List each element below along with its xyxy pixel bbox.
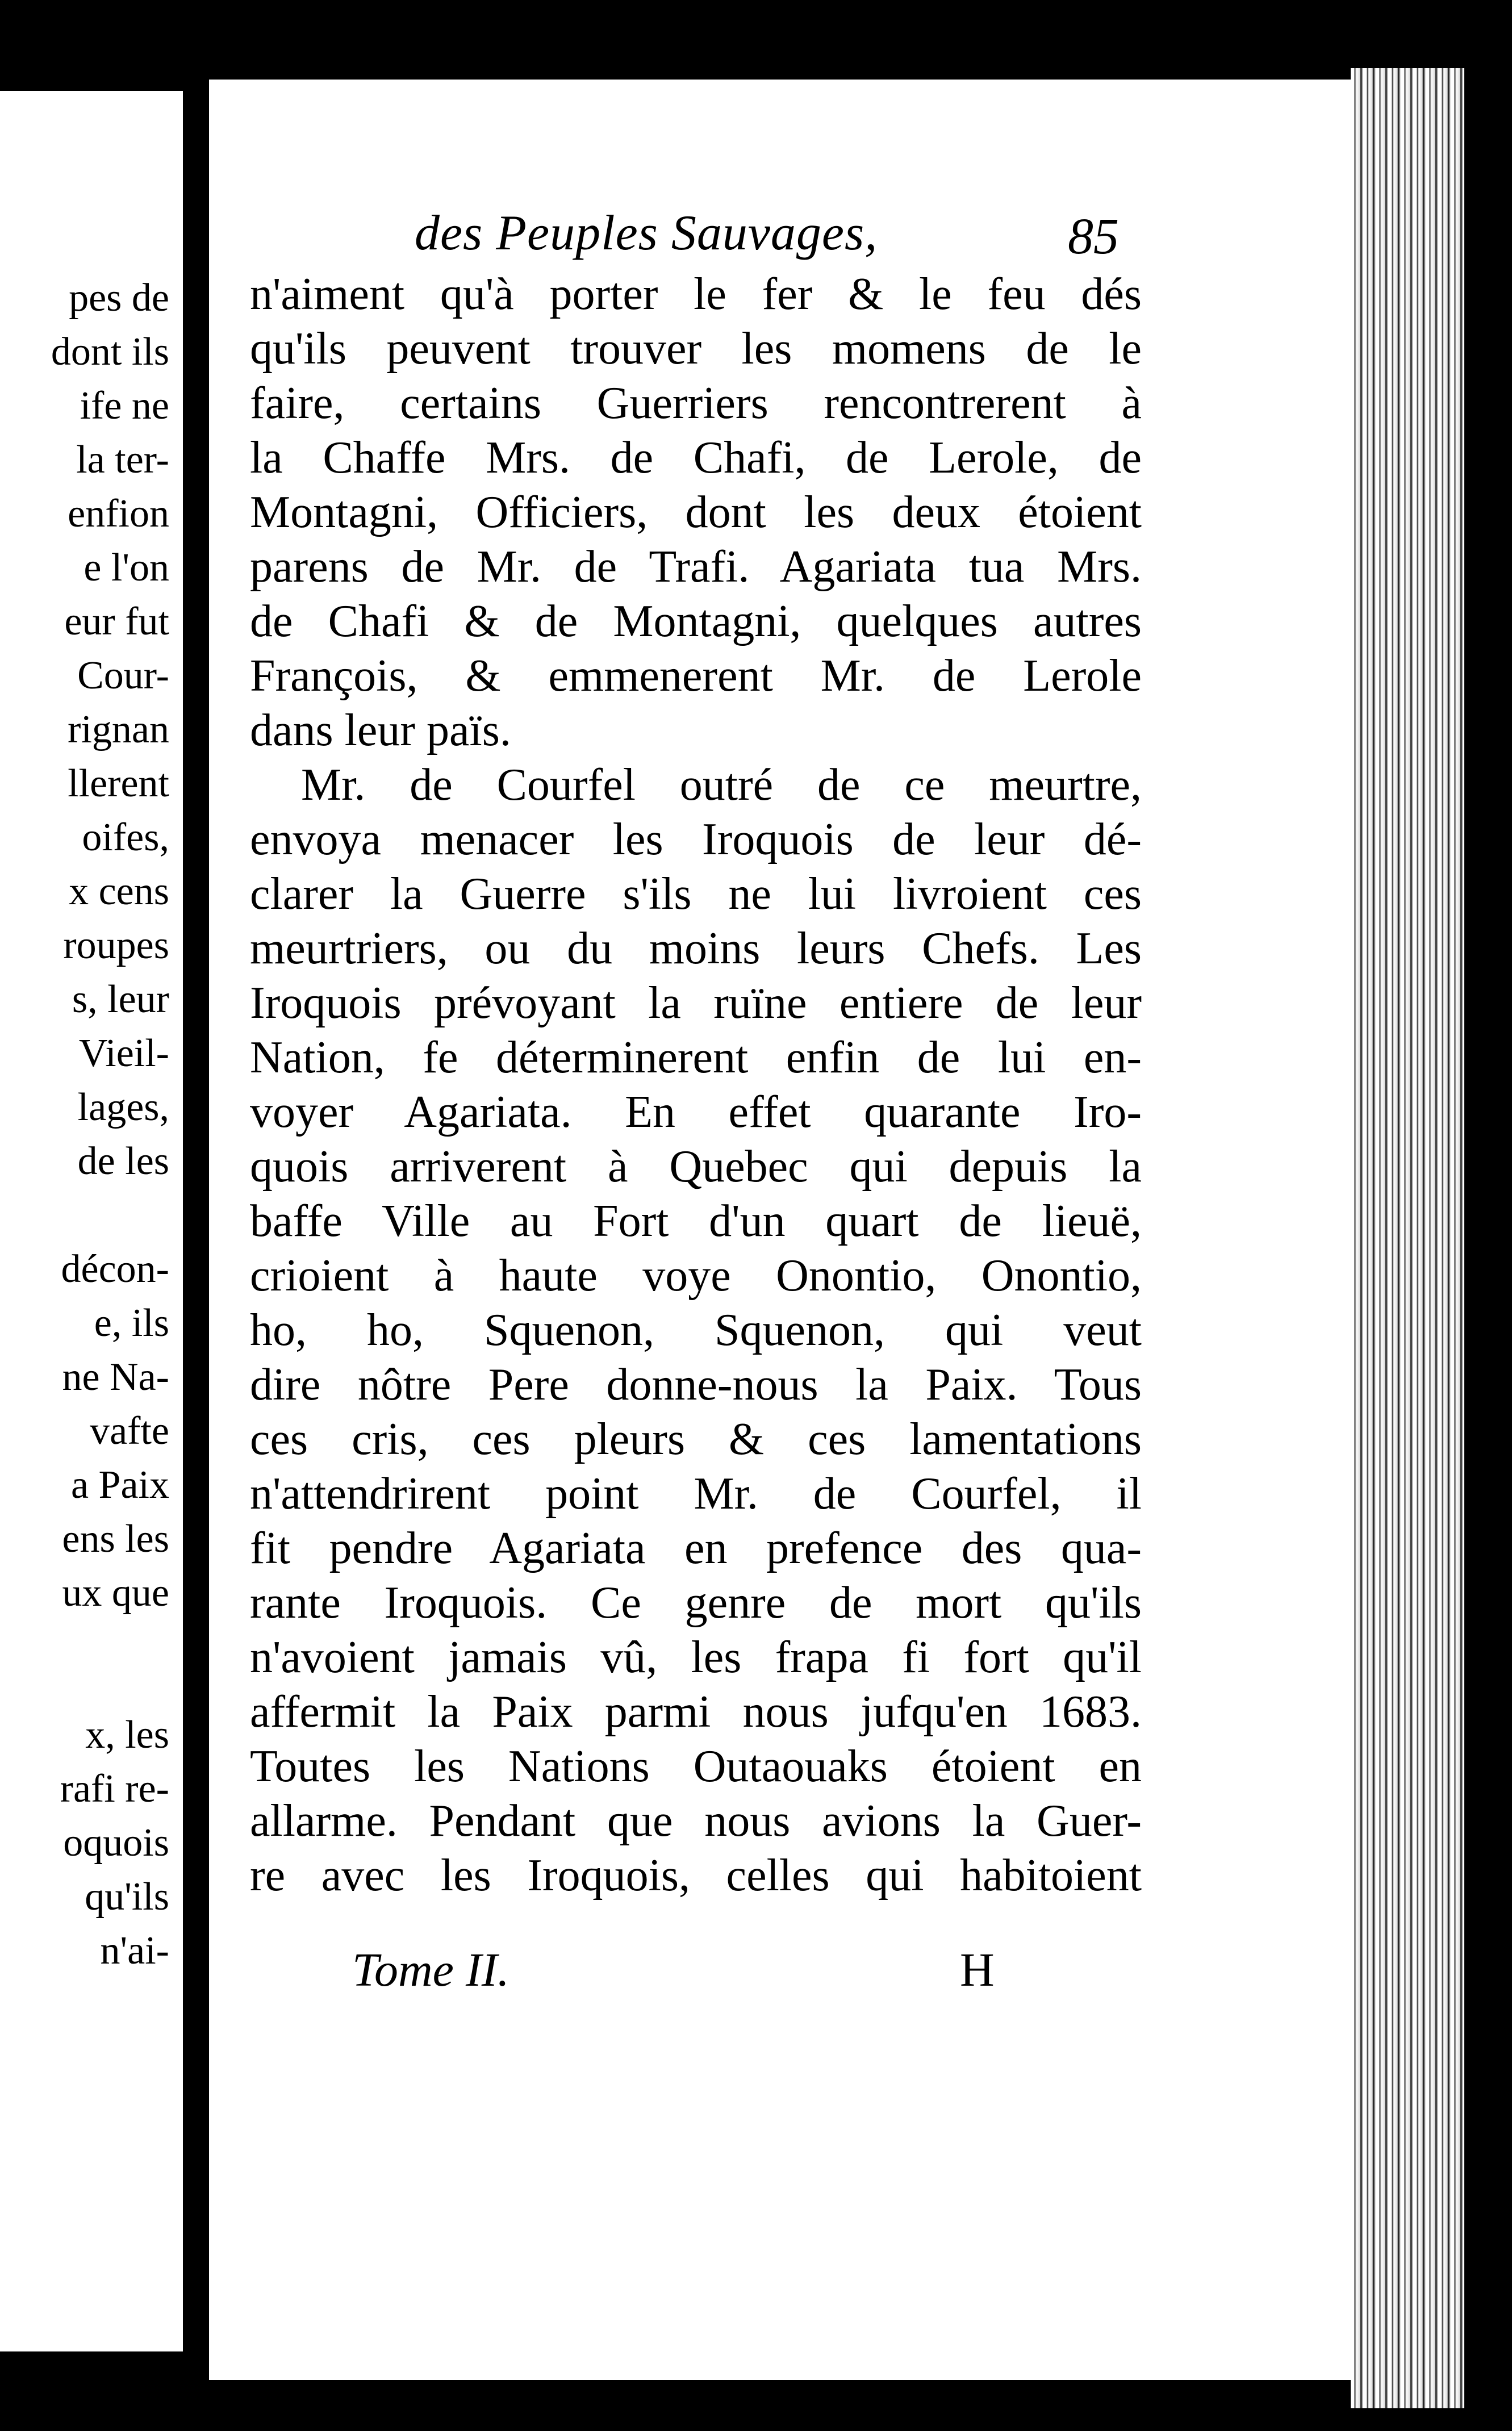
left-fragment-line: x, les: [85, 1713, 169, 1757]
text-line: faire, certains Guerriers rencontrerent à: [250, 378, 1142, 428]
left-fragment-line: décon-: [61, 1247, 169, 1291]
text-line: dans leur païs.: [250, 705, 511, 755]
left-fragment-line: llerent: [68, 762, 169, 805]
left-fragment-line: a Paix: [70, 1463, 169, 1507]
page-edges: [1351, 68, 1464, 2408]
left-fragment-line: ne Na-: [62, 1355, 169, 1399]
left-fragment-line: dont ils: [51, 330, 169, 374]
left-fragment-line: eur fut: [64, 600, 169, 644]
text-line: qu'ils peuvent trouver les momens de le: [250, 324, 1142, 374]
left-fragment-line: e l'on: [83, 546, 169, 590]
left-fragment-line: de les: [77, 1139, 169, 1183]
left-fragment-line: Vieil-: [78, 1031, 169, 1075]
text-line: meurtriers, ou du moins leurs Chefs. Les: [250, 924, 1142, 974]
left-fragment-line: x cens: [69, 870, 169, 913]
left-fragment-line: e, ils: [94, 1301, 169, 1345]
text-line: crioient à haute voye Onontio, Onontio,: [250, 1251, 1142, 1301]
left-fragment-line: Cour-: [77, 654, 169, 697]
book-gutter: [183, 0, 210, 2431]
text-line: ces cris, ces pleurs & ces lamentations: [250, 1414, 1142, 1464]
left-fragment-line: enfion: [68, 492, 169, 536]
left-fragment-line: oifes,: [82, 816, 169, 859]
left-fragment-line: vafte: [90, 1409, 169, 1453]
left-fragment-line: n'ai-: [100, 1929, 169, 1973]
text-line: n'attendrirent point Mr. de Courfel, il: [250, 1469, 1142, 1519]
text-line: dire nôtre Pere donne-nous la Paix. Tous: [250, 1360, 1142, 1410]
left-fragment-line: ux que: [62, 1571, 169, 1615]
text-line: fit pendre Agariata en prefence des qua-: [250, 1523, 1142, 1573]
running-head: des Peuples Sauvages,: [415, 206, 878, 261]
page-number: 85: [1068, 208, 1119, 265]
text-line: envoya menacer les Iroquois de leur dé-: [250, 814, 1142, 864]
left-fragment-line: lages,: [77, 1085, 169, 1129]
text-line: ho, ho, Squenon, Squenon, qui veut: [250, 1305, 1142, 1355]
text-line: allarme. Pendant que nous avions la Guer-: [250, 1796, 1142, 1846]
left-fragment-line: rignan: [68, 708, 169, 751]
text-line: Iroquois prévoyant la ruïne entiere de leur: [250, 978, 1142, 1028]
text-line: n'aiment qu'à porter le fer & le feu dés: [250, 269, 1142, 319]
left-fragment-line: pes de: [69, 276, 169, 320]
text-line: François, & emmenerent Mr. de Lerole: [250, 651, 1142, 701]
text-line: rante Iroquois. Ce genre de mort qu'ils: [250, 1578, 1142, 1628]
text-line: n'avoient jamais vû, les frapa fi fort qu'il: [250, 1632, 1142, 1682]
left-fragment-line: ife ne: [80, 384, 169, 428]
text-line: clarer la Guerre s'ils ne lui livroient ces: [250, 869, 1142, 919]
text-line: affermit la Paix parmi nous jufqu'en 1683.: [250, 1687, 1142, 1737]
left-facing-page-fragment: [0, 91, 183, 2351]
text-line: de Chafi & de Montagni, quelques autres: [250, 596, 1142, 646]
left-fragment-line: roupes: [63, 924, 169, 967]
text-line: Nation, fe déterminerent enfin de lui en-: [250, 1033, 1142, 1083]
footer-signature-mark: H: [960, 1944, 995, 1996]
text-line: baffe Ville au Fort d'un quart de lieuë,: [250, 1196, 1142, 1246]
text-line: voyer Agariata. En effet quarante Iro-: [250, 1087, 1142, 1137]
left-fragment-line: qu'ils: [85, 1875, 169, 1919]
text-line: quois arriverent à Quebec qui depuis la: [250, 1142, 1142, 1192]
text-line: la Chaffe Mrs. de Chafi, de Lerole, de: [250, 433, 1142, 483]
left-fragment-line: la ter-: [76, 438, 169, 482]
text-line: parens de Mr. de Trafi. Agariata tua Mrs.: [250, 542, 1142, 592]
left-fragment-line: ens les: [62, 1517, 169, 1561]
left-fragment-line: s, leur: [72, 978, 169, 1021]
footer-volume: Tome II.: [352, 1944, 509, 1996]
scan-border: [1464, 0, 1512, 2431]
text-line: Montagni, Officiers, dont les deux étoient: [250, 487, 1142, 537]
text-line: Toutes les Nations Outaouaks étoient en: [250, 1741, 1142, 1791]
left-fragment-line: oquois: [63, 1821, 169, 1865]
body-text: [250, 267, 1142, 1903]
text-line: Mr. de Courfel outré de ce meurtre,: [301, 760, 1142, 810]
left-fragment-line: rafi re-: [60, 1767, 169, 1811]
text-line: re avec les Iroquois, celles qui habitoient: [250, 1851, 1142, 1900]
